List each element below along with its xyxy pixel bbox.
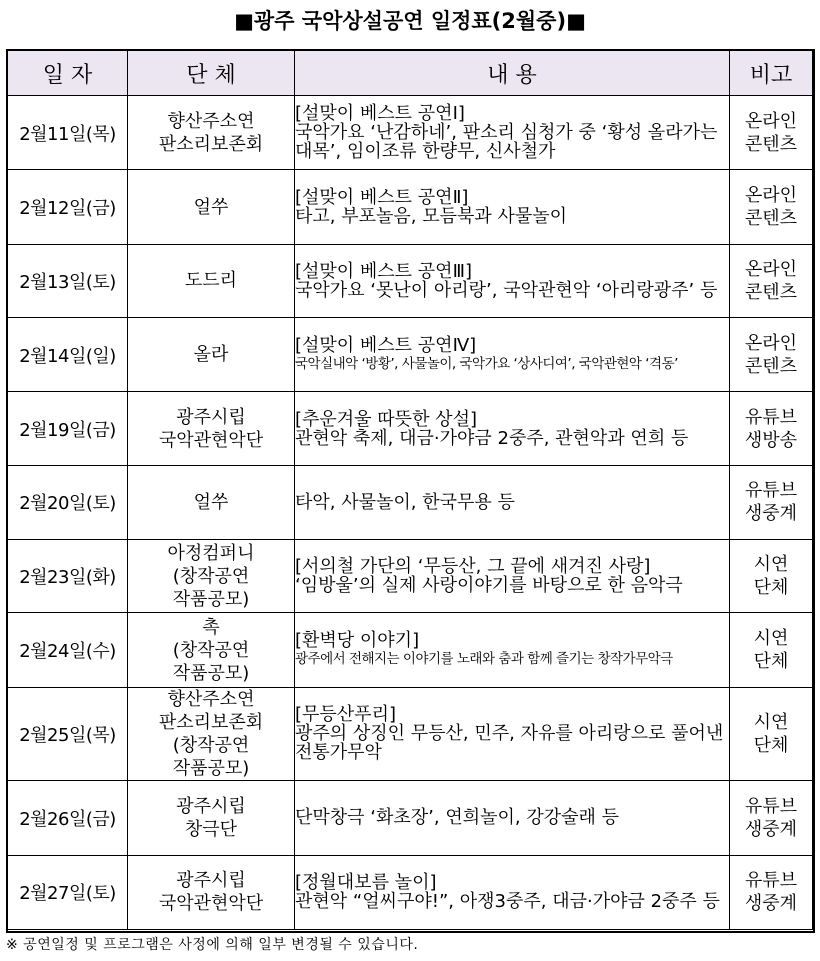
- header-group: 단 체: [128, 51, 295, 96]
- group-line: 광주시립: [176, 406, 246, 428]
- group-line: 작품공모): [172, 588, 250, 610]
- group-line: 향산주소연: [167, 110, 255, 132]
- schedule-table: [7, 50, 813, 930]
- header-date: 일 자: [8, 51, 128, 96]
- group-line: (창작공연: [172, 639, 250, 661]
- group-line: 도드리: [184, 270, 238, 292]
- table-row: [8, 540, 813, 613]
- cell-note: [730, 540, 813, 613]
- content-line: 대목’, 임이조류 한량무, 신사철가: [295, 141, 556, 163]
- group-line: 창극단: [184, 818, 238, 840]
- header-content: 내 용: [295, 51, 730, 96]
- group-line: 작품공모): [172, 662, 250, 684]
- cell-group: [128, 687, 295, 780]
- cell-date: 2월11일(목): [8, 96, 128, 170]
- cell-date: 2월14일(일): [8, 318, 128, 392]
- cell-date: 2월12일(금): [8, 170, 128, 244]
- content-line: [환벽당 이야기]: [295, 630, 420, 652]
- table-row: [8, 392, 813, 465]
- note-line: 단체: [753, 734, 789, 756]
- content-line: 단막창극 ‘화초장’, 연희놀이, 강강술래 등: [295, 807, 619, 829]
- content-line: 전통가무악: [295, 742, 382, 764]
- cell-content: [295, 540, 730, 613]
- group-line: (창작공연: [172, 734, 250, 756]
- group-line: 얼쑤: [193, 491, 229, 513]
- cell-note: [730, 244, 813, 317]
- cell-note: [730, 465, 813, 539]
- cell-content: [295, 170, 730, 244]
- cell-date: 2월23일(화): [8, 540, 128, 613]
- cell-note: [730, 687, 813, 780]
- content-line: [정월대보름 놀이]: [295, 872, 437, 894]
- cell-date: 2월25일(목): [8, 687, 128, 780]
- content-line: [서의철 가단의 ‘무등산, 그 끝에 새겨진 사랑]: [295, 556, 651, 578]
- cell-date: 2월19일(금): [8, 392, 128, 465]
- cell-group: [128, 540, 295, 613]
- content-line: 국악가요 ‘난감하네’, 판소리 심청가 중 ‘황성 올라가는: [295, 122, 718, 144]
- content-line: 국악실내악 ‘방황’, 사물놀이, 국악가요 ‘상사디여’, 국악관현악 ‘격동’: [295, 355, 678, 372]
- table-row: [8, 318, 813, 392]
- cell-group: [128, 244, 295, 317]
- cell-note: [730, 318, 813, 392]
- cell-group: [128, 318, 295, 392]
- cell-content: [295, 613, 730, 687]
- cell-date: 2월27일(토): [8, 855, 128, 929]
- table-row: [8, 465, 813, 539]
- table-header-row: [8, 51, 813, 96]
- cell-date: 2월26일(금): [8, 781, 128, 855]
- note-line: 온라인: [744, 332, 798, 354]
- note-line: 단체: [753, 651, 789, 673]
- header-note: 비고: [730, 51, 813, 96]
- group-line: 광주시립: [176, 795, 246, 817]
- note-line: 단체: [753, 577, 789, 599]
- group-line: 국악관현악단: [158, 429, 264, 451]
- cell-group: [128, 392, 295, 465]
- cell-group: [128, 781, 295, 855]
- cell-content: [295, 781, 730, 855]
- cell-group: [128, 855, 295, 929]
- cell-note: [730, 613, 813, 687]
- group-line: 작품공모): [172, 757, 250, 779]
- cell-group: [128, 96, 295, 170]
- cell-note: [730, 170, 813, 244]
- note-line: 유튜브: [744, 406, 798, 428]
- cell-content: [295, 392, 730, 465]
- note-line: 시연: [753, 628, 789, 650]
- content-line: [설맞이 베스트 공연Ⅳ]: [295, 334, 477, 356]
- cell-group: [128, 613, 295, 687]
- note-line: 유튜브: [744, 870, 798, 892]
- group-line: 얼쑤: [193, 196, 229, 218]
- note-line: 생방송: [744, 429, 798, 451]
- note-line: 온라인: [744, 185, 798, 207]
- cell-date: 2월20일(토): [8, 465, 128, 539]
- note-line: 시연: [753, 554, 789, 576]
- group-line: 향산주소연: [167, 688, 255, 710]
- group-line: (창작공연: [172, 565, 250, 587]
- note-line: 온라인: [744, 258, 798, 280]
- page-title: ■광주 국악상설공연 일정표(2월중)■: [234, 9, 586, 33]
- cell-date: 2월24일(수): [8, 613, 128, 687]
- table-row: [8, 96, 813, 170]
- cell-note: [730, 781, 813, 855]
- note-line: 온라인: [744, 110, 798, 132]
- content-line: [설맞이 베스트 공연Ⅲ]: [295, 260, 473, 282]
- cell-content: [295, 96, 730, 170]
- cell-note: [730, 855, 813, 929]
- group-line: 국악관현악단: [158, 893, 264, 915]
- cell-content: [295, 855, 730, 929]
- table-row: [8, 170, 813, 244]
- table-body: [8, 96, 813, 930]
- cell-date: 2월13일(토): [8, 244, 128, 317]
- cell-content: [295, 318, 730, 392]
- group-line: 올라: [193, 344, 229, 366]
- content-line: [추운겨울 따뜻한 상설]: [295, 408, 477, 430]
- content-line: 관현악 축제, 대금·가야금 2중주, 관현악과 연희 등: [295, 427, 689, 449]
- group-line: 광주시립: [176, 870, 246, 892]
- note-line: 시연: [753, 711, 789, 733]
- cell-content: [295, 244, 730, 317]
- content-line: 타악, 사물놀이, 한국무용 등: [295, 491, 515, 513]
- table-row: [8, 687, 813, 780]
- content-line: [설맞이 베스트 공연Ⅱ]: [295, 187, 469, 209]
- content-line: 광주에서 전해지는 이야기를 노래와 춤과 함께 즐기는 창작가무악극: [295, 651, 673, 668]
- note-line: 콘텐츠: [744, 281, 798, 303]
- cell-content: [295, 465, 730, 539]
- content-line: 광주의 상징인 무등산, 민주, 자유를 아리랑으로 풀어낸: [295, 723, 724, 745]
- group-line: 판소리보존회: [158, 711, 264, 733]
- note-line: 콘텐츠: [744, 355, 798, 377]
- content-line: ‘임방울’의 실제 사랑이야기를 바탕으로 한 음악극: [295, 575, 683, 597]
- cell-group: [128, 465, 295, 539]
- content-line: [설맞이 베스트 공연Ⅰ]: [295, 103, 465, 125]
- content-line: 타고, 부포놀음, 모듬북과 사물놀이: [295, 206, 568, 228]
- note-line: 콘텐츠: [744, 133, 798, 155]
- table-row: [8, 244, 813, 317]
- footnote: ※ 공연일정 및 프로그램은 사정에 의해 일부 변경될 수 있습니다.: [6, 937, 419, 953]
- note-line: 생중계: [744, 893, 798, 915]
- cell-group: [128, 170, 295, 244]
- note-line: 생중계: [744, 503, 798, 525]
- group-line: 촉: [202, 616, 220, 638]
- cell-note: [730, 96, 813, 170]
- note-line: 생중계: [744, 818, 798, 840]
- note-line: 유튜브: [744, 480, 798, 502]
- note-line: 콘텐츠: [744, 208, 798, 230]
- table-row: [8, 781, 813, 855]
- content-line: 관현악 “얼씨구야!”, 아쟁3중주, 대금·가야금 2중주 등: [295, 891, 720, 913]
- content-line: 국악가요 ‘못난이 아리랑’, 국악관현악 ‘아리랑광주’ 등: [295, 279, 718, 301]
- table-row: [8, 855, 813, 929]
- group-line: 판소리보존회: [158, 133, 264, 155]
- note-line: 유튜브: [744, 795, 798, 817]
- table-row: [8, 613, 813, 687]
- group-line: 아정컴퍼니: [167, 542, 255, 564]
- cell-content: [295, 687, 730, 780]
- cell-note: [730, 392, 813, 465]
- content-line: [무등산푸리]: [295, 704, 396, 726]
